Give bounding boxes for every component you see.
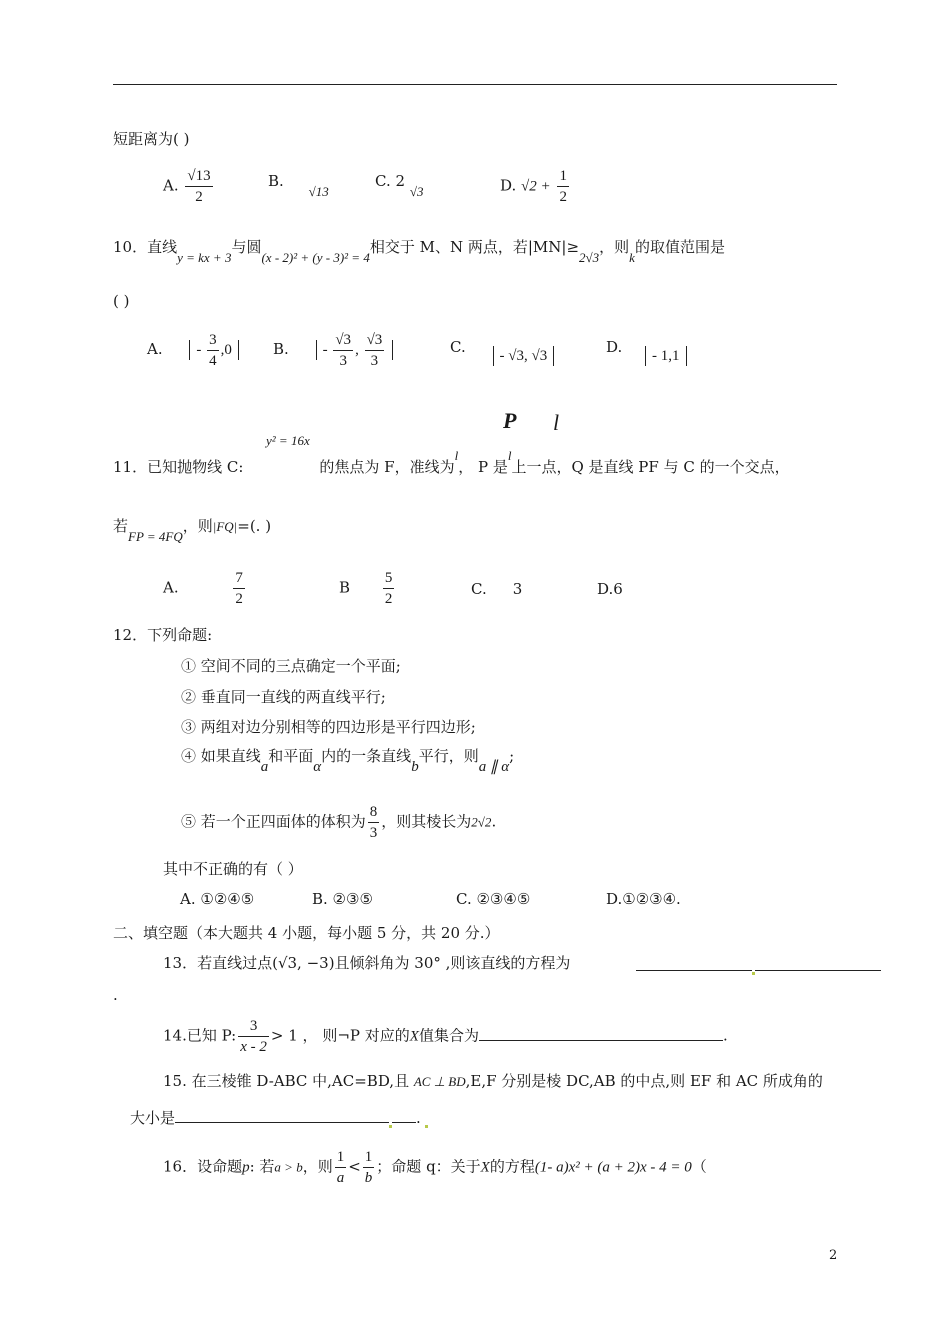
q9-option-b: B. √13 [268,172,329,199]
header-rule [113,84,837,85]
q16-text: 16．设命题p: 若a > b，则 $\frac{1}{a}$ < $\frac{1}{b}$ ；命题 q：关于X的方程(1- a)x² + (a + 2)x - 4 = 0（ [163,1149,707,1186]
q11-line-l: l [553,410,560,435]
q10-option-d: D. - 1,1 [606,338,687,357]
q11-option-c: C. 3 [471,580,523,598]
q11-option-b: B $\frac{5}{2}$ [339,570,393,607]
q11-condition: 若FP = 4FQ，则|FQ|=(. ) [113,517,272,544]
q10-stem: 10．直线y = kx + 3与圆(x - 2)² + (y - 3)² = 4相交于 M、N 两点，若|MN|≥2√3，则k的取值范围是 [113,238,725,265]
q10-a-interval: - $\frac{3}{4}$ ,0 [189,340,239,360]
q11-option-d: D.6 [597,580,623,598]
q14-text: 14.已知 P: $\frac{3}{x - 2}$ > 1 ， 则¬P 对应的X值集合为 . [163,1018,728,1055]
q12-option-c: C. ②③④⑤ [456,890,531,908]
page-number: 2 [829,1248,838,1263]
q12-option-a: A. ①②④⑤ [180,890,255,908]
q13-answer-blank [636,956,881,975]
q12-statement-1: ① 空间不同的三点确定一个平面; [181,657,401,675]
q9-continuation: 短距离为( ) [113,130,190,148]
q13-text: 13．若直线过点(√3, −3)且倾斜角为 30° ,则该直线的方程为 [163,954,571,972]
q12-statement-5: ⑤ 若一个正四面体的体积为 $\frac{8}{3}$ ，则其棱长为2√2. [181,804,497,841]
q9-option-a: A. $\frac{√13}{2}$ [163,168,211,205]
q15-answer-line: 大小是 . [130,1107,428,1128]
q11-parabola-eq: y² = 16x [266,433,310,448]
q10-b-interval: - $\frac{√3}{3}$ , $\frac{√3}{3}$ [316,340,394,360]
q13-end-period: . [113,986,118,1004]
q11-stem: 11．已知抛物线 C: 的焦点为 F，准线为l， P 是l上一点，Q 是直线 PF 与 C 的一个交点， [113,448,790,476]
q12-option-b: B. ②③⑤ [312,890,373,908]
q15-text: 15. 在三棱锥 D-ABC 中,AC=BD,且 AC ⊥ BD,E,F 分别是棱 DC,AB 的中点,则 EF 和 AC 所成角的 [163,1072,823,1090]
q12-question: 其中不正确的有（ ） [163,860,303,878]
q11-option-a: A. $\frac{7}{2}$ [163,570,243,607]
q10-option-c: C. - √3, √3 [450,338,554,357]
q11-point-p: P [503,408,517,433]
section-heading: 二、填空题（本大题共 4 小题，每小题 5 分，共 20 分.） [113,924,500,942]
q10-option-b: B. - $\frac{√3}{3}$ , $\frac{√3}{3}$ [273,330,393,371]
q9-option-c: C. 2 √3 [375,172,424,199]
q9-a-fraction: $\frac{√13}{2}$ [187,168,211,205]
q12-title: 12．下列命题: [113,626,213,644]
q10-answer-paren: ( ) [113,292,130,310]
q12-option-d: D.①②③④. [606,890,681,908]
q10-option-a: A. - $\frac{3}{4}$ ,0 [147,330,239,371]
q9-option-d: D. √2 + $\frac{1}{2}$ [500,168,567,205]
q12-statement-3: ③ 两组对边分别相等的四边形是平行四边形; [181,718,476,736]
q12-statement-4: ④ 如果直线a和平面α内的一条直线b平行，则a ∥ α; [181,747,515,775]
q12-statement-2: ② 垂直同一直线的两直线平行; [181,688,386,706]
q9-d-fraction: $\frac{1}{2}$ [559,168,567,205]
